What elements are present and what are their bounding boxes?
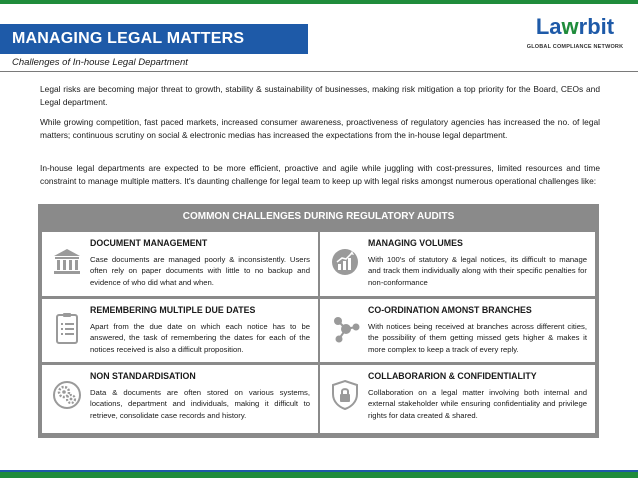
top-accent-line	[0, 0, 638, 4]
logo-tagline: GLOBAL COMPLIANCE NETWORK	[526, 44, 624, 50]
card-body: With 100's of statutory & legal notices, its difficult to manage and track them individually along with their specific penalties for non-conformance	[368, 255, 587, 287]
card-title: REMEMBERING MULTIPLE DUE DATES	[90, 305, 256, 315]
subtitle-divider	[0, 71, 638, 72]
lawrbit-logo	[520, 14, 630, 58]
card-body: Apart from the due date on which each notice has to be answered, the task of remembering the dates for each of the notices received is also a difficult proposition.	[90, 322, 310, 354]
card-body: Data & documents are often stored on various systems, locations, department and individuals, making it difficult to retrieve, consolidate case records and history.	[90, 388, 310, 420]
bank-icon	[52, 246, 82, 278]
card-title: MANAGING VOLUMES	[368, 238, 463, 248]
card-multiple-due-dates	[42, 299, 318, 362]
card-title: NON STANDARDISATION	[90, 371, 196, 381]
network-icon	[330, 313, 360, 345]
challenges-panel	[38, 204, 599, 438]
logo-wordmark: Lawrbit	[535, 14, 615, 39]
card-document-management	[42, 232, 318, 296]
card-collaboration-confidentiality	[320, 365, 595, 433]
card-coordination-branches	[320, 299, 595, 362]
page-subtitle: Challenges of In-house Legal Department	[12, 57, 188, 68]
intro-paragraph-1: Legal risks are becoming major threat to growth, stability & sustainability of businesses, making risk mitigation a top priority for the Board, CEOs and Legal department.	[40, 84, 600, 107]
card-managing-volumes	[320, 232, 595, 296]
card-title: CO-ORDINATION AMONST BRANCHES	[368, 305, 532, 315]
settings-gears-icon	[52, 379, 82, 411]
card-body: With notices being received at branches across different cities, the possibility of them getting missed gets higher & makes it more complex to keep a track of every reply.	[368, 322, 587, 354]
shield-lock-icon	[330, 379, 360, 411]
card-title: DOCUMENT MANAGEMENT	[90, 238, 208, 248]
card-body: Collaboration on a legal matter involving both internal and external stakeholder while ensuring confidentiality and privilege rights for data created & shared.	[368, 388, 587, 420]
bottom-accent-line	[0, 472, 638, 478]
growth-chart-icon	[330, 246, 360, 278]
page-title: MANAGING LEGAL MATTERS	[12, 30, 245, 47]
card-title: COLLABORARION & CONFIDENTIALITY	[368, 371, 537, 381]
card-non-standardisation	[42, 365, 318, 433]
panel-heading: COMMON CHALLENGES DURING REGULATORY AUDITS	[182, 211, 455, 222]
card-body: Case documents are managed poorly & inconsistently. Users often rely on paper documents with little to no backup and evidence of who did what and when.	[90, 255, 310, 287]
checklist-icon	[52, 313, 82, 345]
intro-paragraph-3: In-house legal departments are expected to be more efficient, proactive and agile while juggling with cost-pressures, limited resources and time constraint to manage multiple matters. It's daunting challenge for legal team to keep up with legal risks amongst numerous operational challenges like:	[40, 163, 600, 186]
intro-paragraph-2: While growing competition, fast paced markets, increased consumer awareness, proactiveness of regulatory agencies has increased the no. of legal matters; continuous scrutiny on social & electronic medias has increased the expectations from the in-house legal department.	[40, 117, 600, 140]
title-banner	[0, 24, 308, 54]
